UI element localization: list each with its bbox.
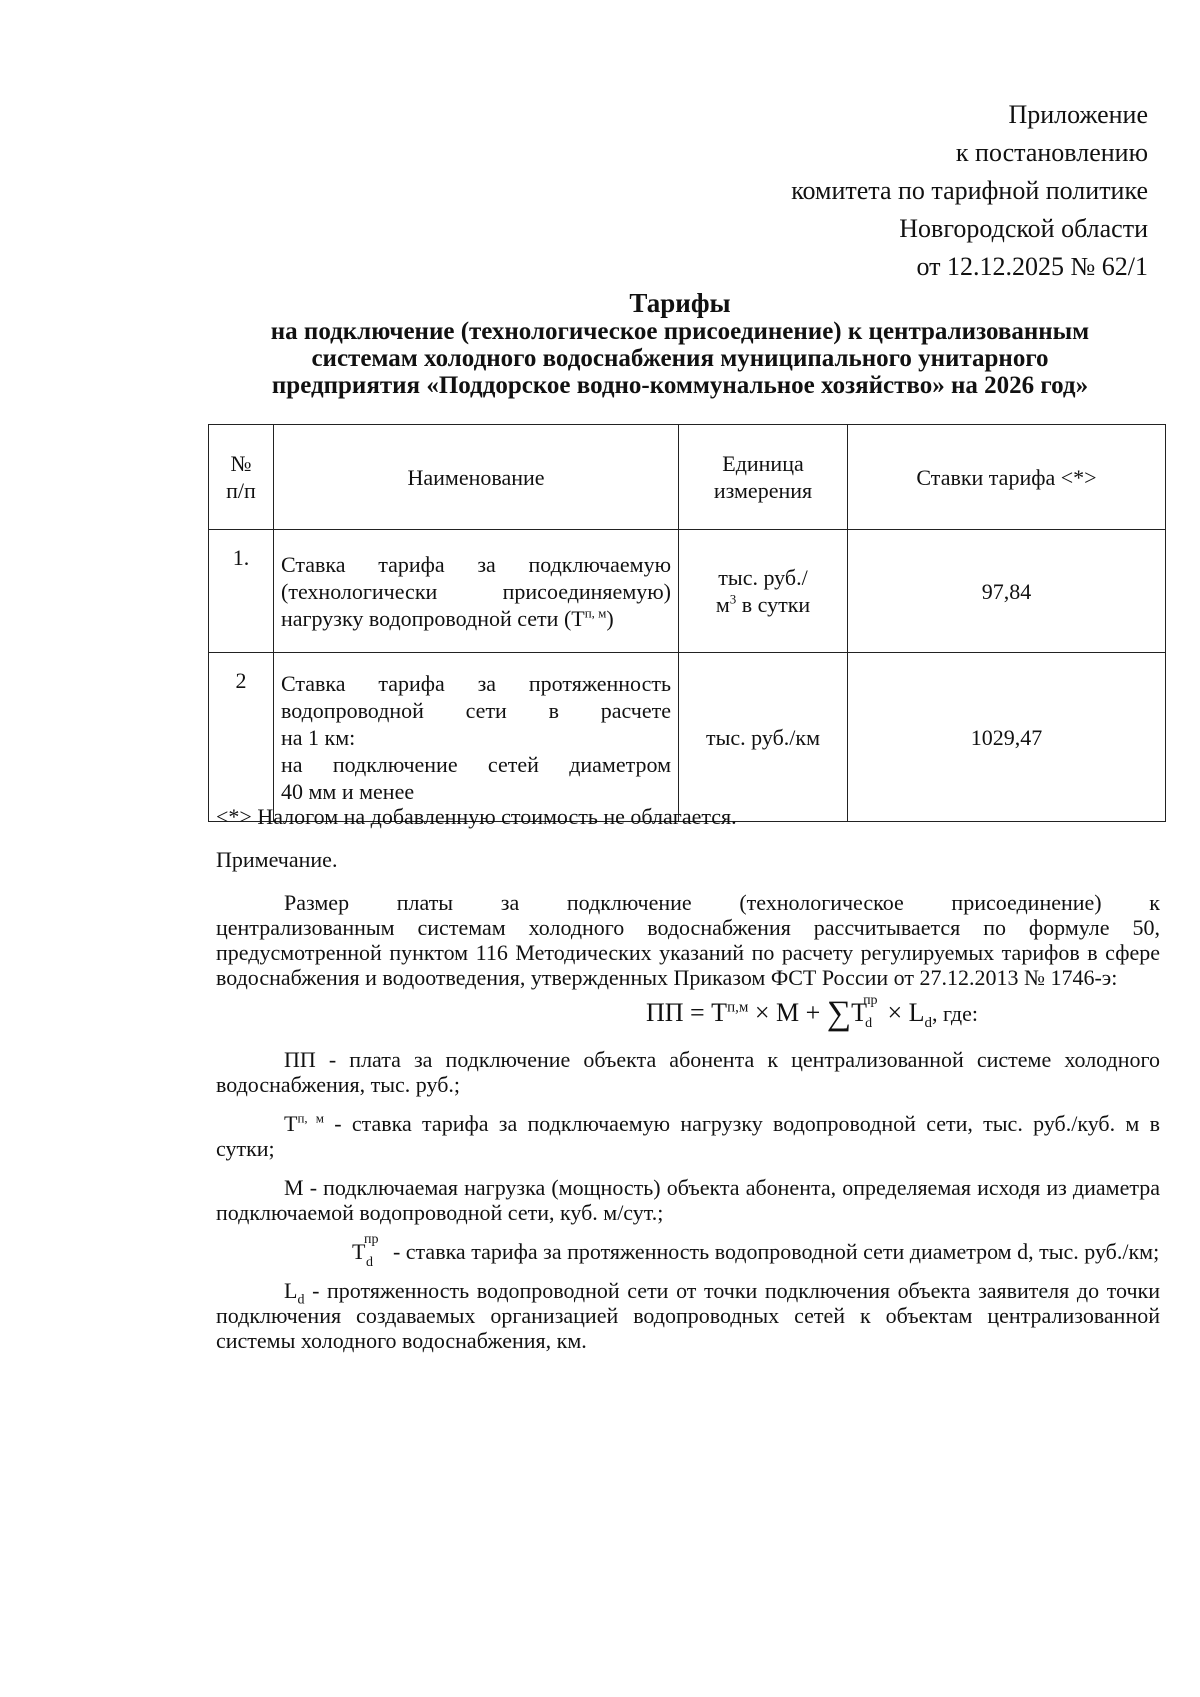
def-ld-symbol: L [284,1278,298,1303]
def-td-sup: пр [364,1232,379,1247]
formula-end: , где: [932,1001,978,1026]
def-tpm-text: - ставка тарифа за подключаемую нагрузку водопроводной сети, тыс. руб./куб. м в сутки; [216,1111,1161,1161]
formula-sup2: пр [863,993,878,1008]
def-tpm [216,1111,1160,1161]
row-num: 1. [209,530,274,653]
annex-line-4: Новгородской области [899,214,1148,243]
row1-name-line3-text: нагрузку водопроводной сети (Т [281,605,585,631]
row1-name-sup: п, м [584,605,607,621]
def-tpm-symbol: Т [284,1111,298,1136]
header-unit-line2: измерения [713,478,813,503]
title-line-2: системам холодного водоснабжения муниципального унитарного [311,345,1049,372]
row1-unit-line1: тыс. руб./ [718,565,808,590]
header-num-line1: № [230,451,252,476]
def-tpm-sup: п, м [297,1110,324,1126]
row2-name-line2: водопроводной сети в расчете [281,697,671,723]
header-unit [679,425,848,530]
formula-times: × L [880,998,925,1027]
table-header-row [209,425,1166,530]
def-pp: ПП - плата за подключение объекта абонента к централизованной системе холодного водоснабжения, тыс. руб.; [216,1047,1160,1097]
row1-name-line3 [281,606,614,631]
row1-name-line2: (технологически присоединяемую) [281,578,671,604]
def-td [216,1232,1160,1270]
paragraph-formula-intro [216,890,1160,990]
footnote: <*> Налогом на добавленную стоимость не облагается. [216,804,737,829]
row1-unit-post: в сутки [736,592,811,617]
document-body [216,804,1160,1353]
document-title [200,290,1160,399]
header-unit-line1: Единица [722,451,804,476]
row-name [274,530,679,653]
row1-unit-sup: 3 [729,591,737,607]
header-num-line2: п/п [226,478,256,503]
annex-line-5: от 12.12.2025 № 62/1 [916,252,1148,281]
title-line-1: на подключение (технологическое присоединение) к централизованным [270,318,1090,345]
formula-t-d [851,993,878,1032]
para1-rest: централизованным системам холодного водоснабжения рассчитывается по формуле 50, предусмотренной пунктом 116 Методических указаний по расчету регулируемых тарифов в сфере водоснабжения и водоотведения, утвержденных Приказом ФСТ России от 27.12.2013 № 1746-э: [216,915,1160,990]
def-td-symbol-group [284,1232,379,1270]
row-value: 97,84 [848,530,1166,653]
def-td-symbol: Т [352,1239,366,1264]
row-value: 1029,47 [848,653,1166,822]
row-unit [679,530,848,653]
row1-unit-line2 [686,591,840,618]
annex-line-2: к постановлению [955,138,1148,167]
header-rate: Ставки тарифа <*> [848,425,1166,530]
formula-t: Т [851,998,867,1027]
row2-name-line3: на 1 км: [281,724,356,750]
row-unit: тыс. руб./км [679,653,848,822]
formula-sub3: d [924,1015,932,1032]
formula-sigma: ∑ [826,995,852,1032]
table-row [209,530,1166,653]
def-td-sub: d [366,1255,373,1270]
def-ld [216,1278,1160,1353]
para1-line1: Размер платы за подключение (технологическое присоединение) к [284,890,1160,915]
def-ld-text: - протяженность водопроводной сети от точки подключения объекта заявителя до точки подключения создаваемых организацией водопроводных сетей к объектам централизованной системы холодного водоснабжения, км. [216,1278,1160,1353]
def-m: М - подключаемая нагрузка (мощность) объекта абонента, определяемая исходя из диаметра подключаемой водопроводной сети, куб. м/сут.; [216,1175,1160,1225]
row-name [274,653,679,822]
def-ld-sub: d [297,1292,305,1308]
formula-sup1: п,м [727,999,749,1016]
title-line-3: предприятия «Поддорское водно-коммунальное хозяйство» на 2026 год» [271,372,1089,399]
annex-header [548,96,1148,286]
note-title: Примечание. [216,847,338,872]
formula [216,994,1160,1033]
annex-line-3: комитета по тарифной политике [791,176,1148,205]
annex-line-1: Приложение [1008,100,1148,129]
row1-unit-m: м [715,592,730,617]
def-td-text: - ставка тарифа за протяженность водопроводной сети диаметром d, тыс. руб./км; [387,1239,1160,1264]
formula-sub2: d [865,1016,873,1031]
header-name: Наименование [274,425,679,530]
row1-name-end: ) [606,605,614,631]
header-num [209,425,274,530]
row2-name-line4: на подключение сетей диаметром [281,751,671,777]
row2-name-line5: 40 мм и менее [281,778,415,804]
table-row [209,653,1166,822]
title-main: Тарифы [629,288,731,318]
formula-lhs: ПП = Т [645,998,728,1027]
row-num: 2 [209,653,274,822]
row2-name-line1: Ставка тарифа за протяженность [281,670,671,696]
tariff-table [208,424,1166,822]
formula-mid: × M + [748,998,827,1027]
row1-name-line1: Ставка тарифа за подключаемую [281,551,671,577]
